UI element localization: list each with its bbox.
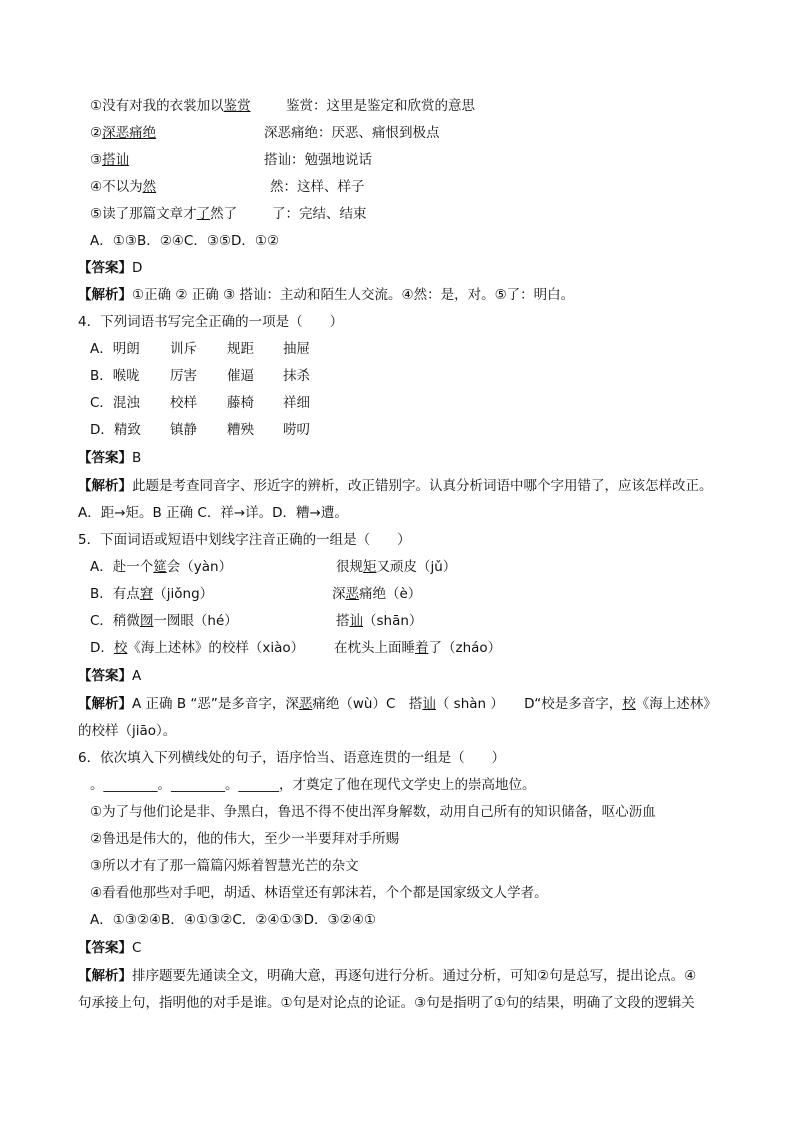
q5-option-a-left: [90, 557, 232, 577]
analysis-text: 排序题要先通读全文，明确大意，再逐句进行分析。通过分析，可知②句是总写，提出论点。④: [132, 968, 697, 984]
analysis-tag: 【解析】: [78, 696, 132, 712]
text-segment: A 正确 B “恶”是多音字，深: [132, 696, 299, 712]
underlined-word: 着: [415, 640, 429, 656]
text-segment: A．赴一个: [90, 559, 154, 575]
q4-option-word: 唠叨: [283, 422, 310, 438]
answer-value: C: [132, 940, 142, 956]
text-segment: 《海上述林》的校样（xiào）: [127, 640, 305, 656]
underlined-word: 讪: [422, 696, 436, 712]
q3-item-3: [90, 150, 129, 170]
q4-option-word: 抽屉: [283, 341, 310, 357]
q3-analysis: [78, 285, 574, 305]
underlined-word: 搭讪: [102, 152, 130, 168]
text-segment: ①没有对我的衣裳加以: [90, 98, 224, 114]
q5-analysis-cont: 的校样（jiāo）。: [78, 723, 177, 739]
q5-option-b-left: [90, 584, 213, 604]
analysis-text: 此题是考查同音字、形近字的辨析，改正错别字。认真分析词语中哪个字用错了，应该怎样改正。: [132, 478, 713, 494]
analysis-tag: 【解析】: [78, 968, 132, 984]
q3-item-5: [90, 204, 237, 224]
text-segment: ④不以为: [90, 179, 143, 195]
analysis-text: [132, 696, 717, 712]
underlined-word: 恶: [298, 696, 313, 712]
text-segment: 又顽皮（jǔ）: [376, 559, 457, 575]
answer-tag: 【答案】: [78, 260, 132, 276]
q6-options: A．①③②④B．④①③②C．②④①③D．③②④①: [90, 912, 376, 928]
q4-analysis-cont: A．距→矩。B 正确 C．祥→详。D．糟→遭。: [78, 505, 348, 521]
q3-item-5-note: 了：完结、结束: [272, 206, 367, 222]
q6-blank-line: 。________。________。______，才奠定了他在现代文学史上的崇高地位。: [90, 777, 536, 793]
q5-analysis: [78, 694, 717, 714]
underlined-word: 深恶痛绝: [102, 125, 157, 141]
text-segment: B．有点: [90, 586, 140, 602]
q4-option-word: 校样: [170, 395, 197, 411]
analysis-tag: 【解析】: [78, 478, 132, 494]
q4-option-word: 祥细: [283, 395, 310, 411]
q3-answer: [78, 258, 142, 278]
q3-item-3-note: 搭讪：勉强地说话: [264, 152, 372, 168]
text-segment: 深: [332, 586, 346, 602]
q5-answer: [78, 666, 141, 686]
underlined-word: 了: [196, 206, 211, 222]
q4-option-word: 镇静: [170, 422, 197, 438]
text-segment: 一囫眼（hé）: [153, 613, 238, 629]
text-segment: （shān）: [363, 613, 423, 629]
text-segment: 在枕头上面睡: [334, 640, 415, 656]
underlined-word: 校: [113, 640, 128, 656]
answer-tag: 【答案】: [78, 668, 132, 684]
underlined-word: 矩: [363, 559, 377, 575]
answer-value: B: [132, 450, 142, 466]
q5-option-c-left: [90, 611, 238, 631]
underlined-word: 窘: [139, 586, 154, 602]
text-segment: 痛绝（è）: [359, 586, 422, 602]
answer-value: A: [132, 668, 142, 684]
text-segment: （jiǒng）: [153, 586, 214, 602]
q4-option-text: D．精致: [90, 422, 141, 438]
text-segment: （ shàn ） D“校是多音字，: [435, 696, 623, 712]
q3-options: A．①③B．②④C．③⑤D．①②: [90, 233, 280, 249]
q4-option-word: 藤椅: [227, 395, 254, 411]
text-segment: 很规: [336, 559, 363, 575]
q5-option-c-right: [336, 611, 422, 631]
q3-item-2: [90, 123, 156, 143]
text-segment: C．稍微: [90, 613, 140, 629]
q5-stem: 5．下面词语或短语中划线字注音正确的一组是（ ）: [78, 532, 411, 548]
underlined-word: 恶: [345, 586, 359, 602]
underlined-word: 鉴赏: [223, 98, 251, 114]
q3-item-4: [90, 177, 156, 197]
analysis-tag: 【解析】: [78, 287, 132, 303]
q4-option-text: C．混浊: [90, 395, 140, 411]
q6-sentence-2: ②鲁迅是伟大的，他的伟大，至少一半要拜对手所赐: [90, 831, 400, 847]
answer-tag: 【答案】: [78, 940, 132, 956]
q5-option-d-right: [334, 638, 501, 658]
q4-option-text: B．喉咙: [90, 368, 140, 384]
text-segment: 《海上述林》: [635, 696, 717, 712]
text-segment: 了（zháo）: [428, 640, 502, 656]
text-segment: 会（yàn）: [166, 559, 233, 575]
q6-stem: 6．依次填入下列横线处的句子，语序恰当、语意连贯的一组是（ ）: [78, 750, 506, 766]
underlined-word: 校: [622, 696, 636, 712]
q4-answer: [78, 448, 141, 468]
underlined-word: 讪: [349, 613, 363, 629]
q6-sentence-3: ③所以才有了那一篇篇闪烁着智慧光芒的杂文: [90, 858, 359, 874]
text-segment: 痛绝（wù）C 搭: [312, 696, 423, 712]
text-segment: 搭: [336, 613, 350, 629]
q4-stem: 4．下列词语书写完全正确的一项是（ ）: [78, 314, 344, 330]
text-segment: D．: [90, 640, 114, 656]
q4-option-word: 催逼: [227, 368, 254, 384]
q3-item-4-note: 然：这样、样子: [270, 179, 365, 195]
q4-option-word: 糟殃: [227, 422, 254, 438]
q3-item-1-note: 鉴赏：这里是鉴定和欣赏的意思: [286, 98, 475, 114]
q4-option-text: A．明朗: [90, 341, 140, 357]
q5-option-b-right: [332, 584, 421, 604]
q3-item-1: [90, 96, 251, 116]
q4-option-word: 训斥: [170, 341, 197, 357]
text-segment: ③: [90, 152, 103, 168]
text-segment: ②: [90, 125, 103, 141]
q6-answer: [78, 938, 141, 958]
q4-option-word: 抹杀: [283, 368, 310, 384]
q4-option-word: 规距: [227, 341, 254, 357]
underlined-word: 然: [142, 179, 157, 195]
q6-analysis-cont: 句承接上句，指明他的对手是谁。①句是对论点的论证。③句是指明了①句的结果，明确了文段的逻辑关: [78, 995, 695, 1011]
q6-sentence-1: ①为了与他们论是非、争黑白，鲁迅不得不使出浑身解数，动用自己所有的知识储备，呕心沥血: [90, 804, 656, 820]
q6-sentence-4: ④看看他那些对手吧，胡适、林语堂还有郭沫若，个个都是国家级文人学者。: [90, 885, 548, 901]
q5-option-d-left: [90, 638, 304, 658]
analysis-text: ①正确 ② 正确 ③ 搭讪：主动和陌生人交流。④然：是，对。⑤了：明白。: [132, 287, 575, 303]
text-segment: ⑤读了那篇文章才: [90, 206, 197, 222]
q4-option-word: 厉害: [170, 368, 197, 384]
q3-item-2-note: 深恶痛绝：厌恶、痛恨到极点: [264, 125, 440, 141]
q5-option-a-right: [336, 557, 456, 577]
q4-analysis: [78, 476, 713, 496]
text-segment: 然了: [210, 206, 238, 222]
answer-tag: 【答案】: [78, 450, 132, 466]
answer-value: D: [132, 260, 143, 276]
q6-analysis: [78, 966, 696, 986]
underlined-word: 囫: [139, 613, 154, 629]
underlined-word: 筵: [153, 559, 167, 575]
